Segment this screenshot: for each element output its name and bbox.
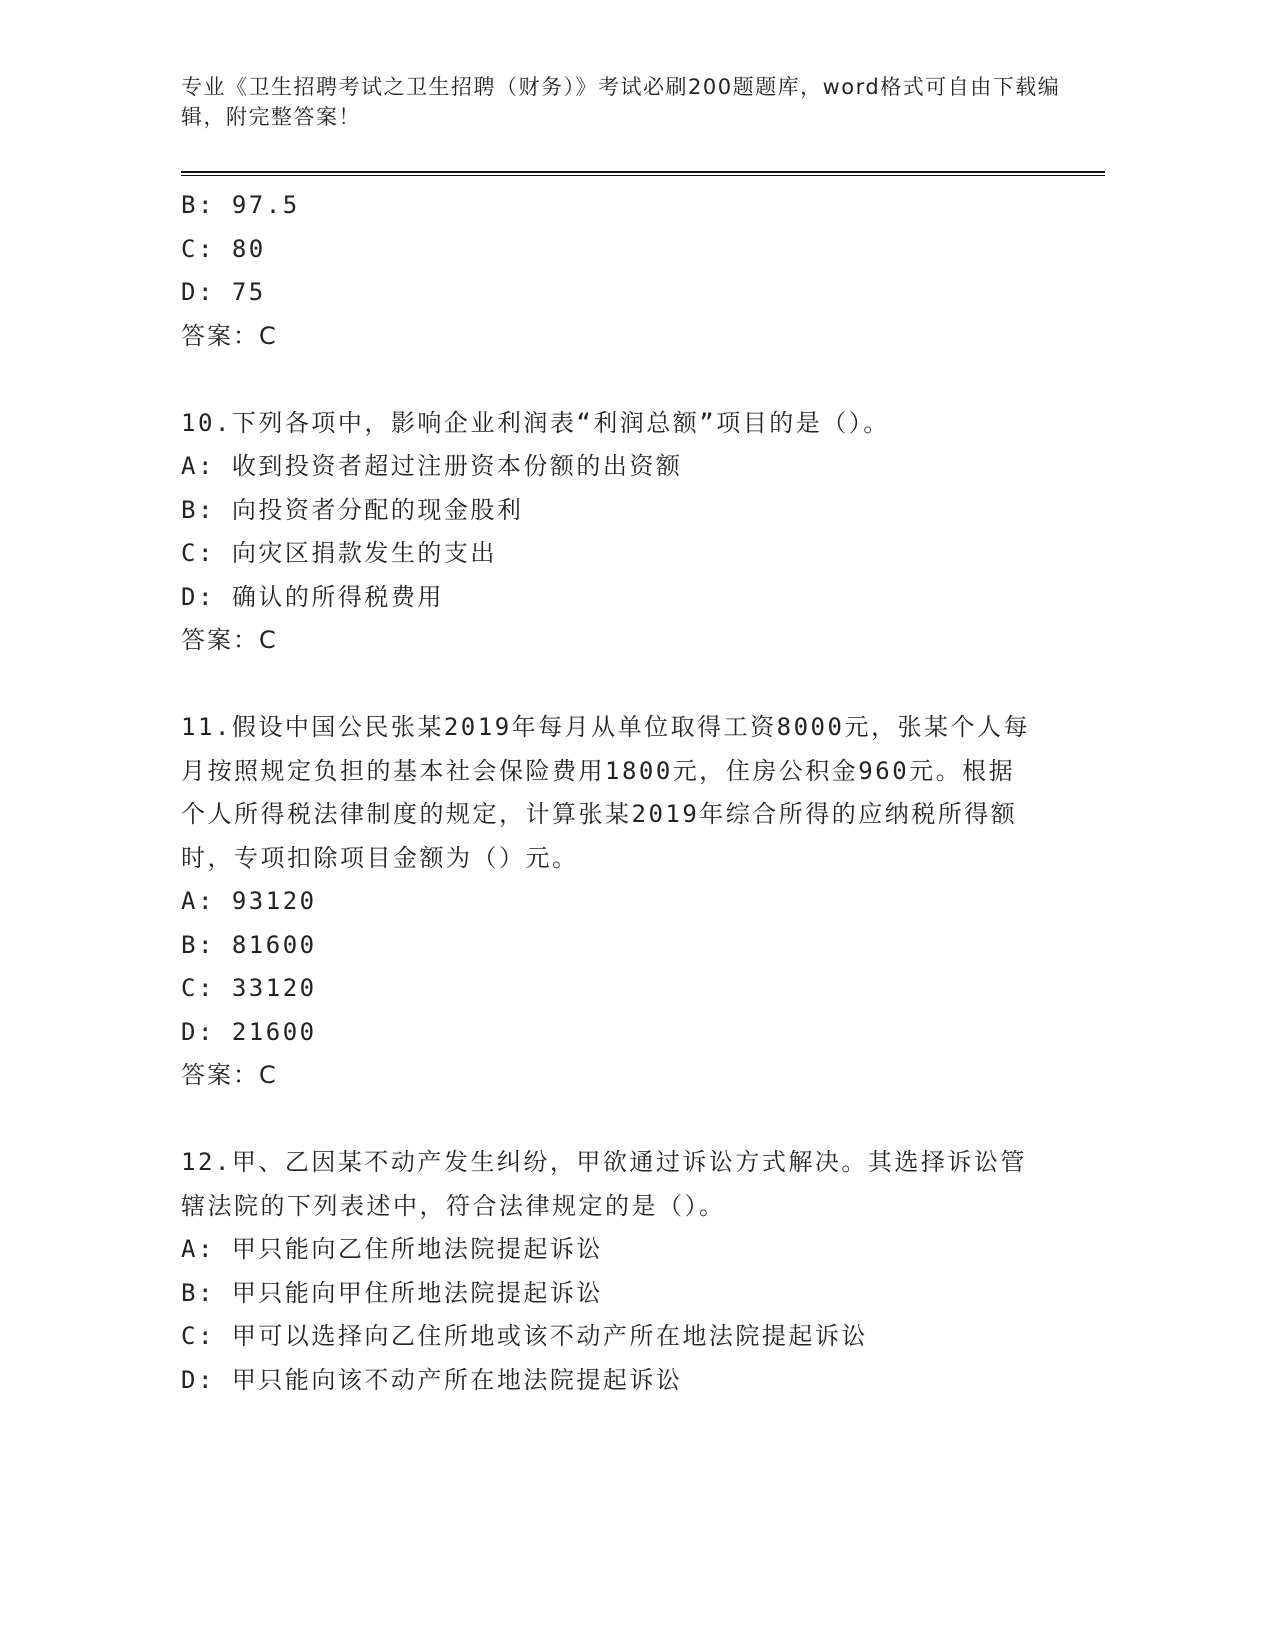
question-10 bbox=[181, 402, 1041, 663]
question-list bbox=[181, 184, 1041, 1402]
option-d: D: 21600 bbox=[181, 1017, 317, 1046]
question-text: 11.假设中国公民张某2019年每月从单位取得工资8000元，张某个人每月按照规定负担的基本社会保险费用1800元，住房公积金960元。根据个人所得税法律制度的规定，计算张某2019年综合所得的应纳税所得额时，专项扣除项目金额为（）元。 bbox=[181, 713, 1030, 872]
question-partial bbox=[181, 184, 1041, 358]
spacer bbox=[181, 1098, 1041, 1142]
header-divider-thin bbox=[181, 175, 1105, 176]
option-a: A: 93120 bbox=[181, 887, 317, 915]
option-d: D: 75 bbox=[181, 278, 266, 306]
spacer bbox=[181, 358, 1041, 402]
option-b: B: 97.5 bbox=[181, 191, 300, 219]
option-c: C: 33120 bbox=[181, 974, 317, 1002]
question-text: 12.甲、乙因某不动产发生纠纷，甲欲通过诉讼方式解决。其选择诉讼管辖法院的下列表述中，符合法律规定的是（）。 bbox=[181, 1148, 1027, 1220]
answer-line: 答案：C bbox=[181, 626, 278, 654]
question-12 bbox=[181, 1141, 1041, 1402]
header-divider-thick bbox=[181, 171, 1105, 173]
spacer bbox=[181, 663, 1041, 707]
option-c: C: 向灾区捐款发生的支出 bbox=[181, 539, 497, 567]
option-b: B: 81600 bbox=[181, 930, 317, 959]
option-d: D: 确认的所得税费用 bbox=[181, 582, 444, 611]
option-d: D: 甲只能向该不动产所在地法院提起诉讼 bbox=[181, 1365, 683, 1394]
question-11 bbox=[181, 706, 1041, 1098]
option-b: B: 向投资者分配的现金股利 bbox=[181, 495, 524, 524]
option-c: C: 甲可以选择向乙住所地或该不动产所在地法院提起诉讼 bbox=[181, 1322, 868, 1350]
answer-line: 答案：C bbox=[181, 1061, 278, 1089]
question-text: 10.下列各项中，影响企业利润表“利润总额”项目的是（）。 bbox=[181, 408, 890, 437]
option-c: C: 80 bbox=[181, 234, 266, 263]
option-b: B: 甲只能向甲住所地法院提起诉讼 bbox=[181, 1278, 603, 1307]
document-header: 专业《卫生招聘考试之卫生招聘（财务）》考试必刷200题题库，word格式可自由下载编辑，附完整答案！ bbox=[181, 75, 1061, 129]
option-a: A: 收到投资者超过注册资本份额的出资额 bbox=[181, 452, 683, 480]
answer-line: 答案：C bbox=[181, 321, 278, 350]
option-a: A: 甲只能向乙住所地法院提起诉讼 bbox=[181, 1235, 603, 1263]
